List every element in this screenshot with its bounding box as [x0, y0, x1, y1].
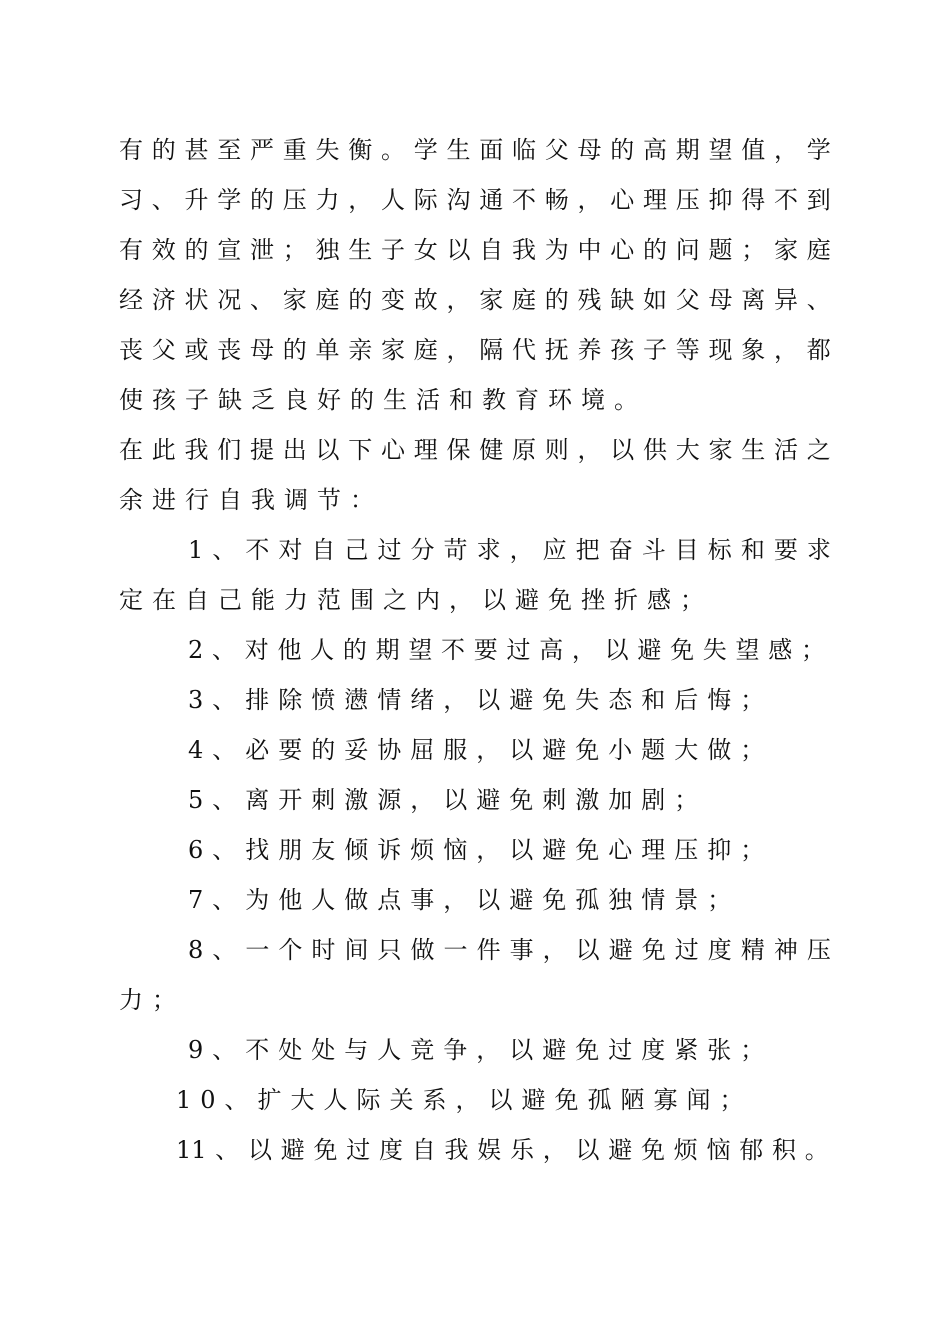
body-text-line: 有 效 的 宣 泄 ； 独 生 子 女 以 自 我 为 中 心 的 问 题 ； 家 庭: [119, 236, 831, 264]
body-text-line: 习 、 升 学 的 压 力 ， 人 际 沟 通 不 畅 ， 心 理 压 抑 得 不 到: [119, 186, 831, 214]
principle-item: 9、不处处与人竞争，以避免过度紧张；: [188, 1036, 774, 1064]
principle-item: 5、离开刺激源，以避免刺激加剧；: [188, 786, 708, 814]
intro-text-line: 余进行自我调节：: [119, 486, 383, 514]
body-text-line: 丧 父 或 丧 母 的 单 亲 家 庭 ， 隔 代 抚 养 孩 子 等 现 象 ， 都: [119, 336, 831, 364]
principle-item: 1 、 不 对 自 己 过 分 苛 求 ， 应 把 奋 斗 目 标 和 要 求: [188, 536, 831, 564]
principle-item: 10、扩大人际关系，以避免孤陋寡闻；: [176, 1086, 753, 1114]
intro-text-line: 在 此 我 们 提 出 以 下 心 理 保 健 原 则 ， 以 供 大 家 生 活 之: [119, 436, 831, 464]
principle-item: 4、必要的妥协屈服，以避免小题大做；: [188, 736, 774, 764]
body-text-line: 使孩子缺乏良好的生活和教育环境。: [119, 386, 647, 414]
principle-item: 11 、 以 避 免 过 度 自 我 娱 乐 ， 以 避 免 烦 恼 郁 积 。: [176, 1136, 829, 1164]
principle-item: 7、为他人做点事，以避免孤独情景；: [188, 886, 741, 914]
principle-item: 3、排除愤懑情绪，以避免失态和后悔；: [188, 686, 774, 714]
principle-item: 6、找朋友倾诉烦恼，以避免心理压抑；: [188, 836, 774, 864]
principle-item-continuation: 定在自己能力范围之内，以避免挫折感；: [119, 586, 713, 614]
principle-item: 8 、 一 个 时 间 只 做 一 件 事 ， 以 避 免 过 度 精 神 压: [188, 936, 831, 964]
body-text-line: 经 济 状 况 、 家 庭 的 变 故 ， 家 庭 的 残 缺 如 父 母 离 异 、: [119, 286, 831, 314]
principle-item: 2 、 对 他 人 的 期 望 不 要 过 高 ， 以 避 免 失 望 感 ；: [188, 636, 825, 664]
principle-item-continuation: 力；: [119, 986, 185, 1014]
body-text-line: 有 的 甚 至 严 重 失 衡 。 学 生 面 临 父 母 的 高 期 望 值 ， 学: [119, 136, 831, 164]
